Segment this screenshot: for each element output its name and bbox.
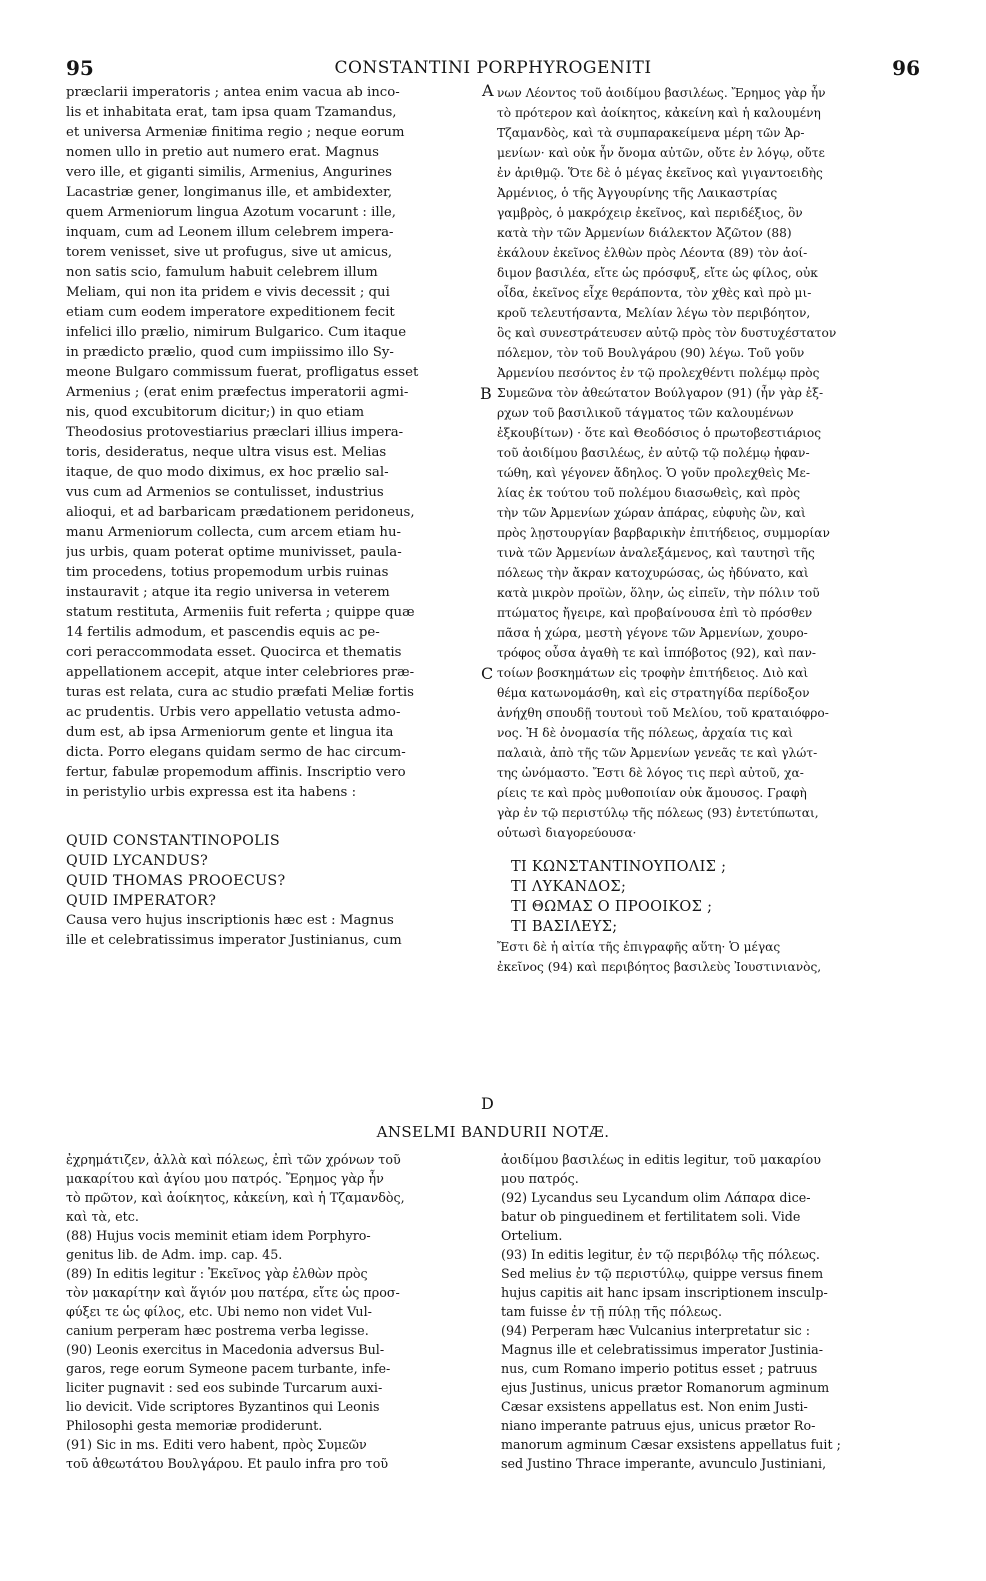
note-line: lio devicit. Vide scriptores Byzantinos qui Leonis [66,1399,380,1414]
page-number-left: 95 [66,56,94,80]
latin-text-line: alioqui, et ad barbaricam prædationem peridoneus, [66,505,415,520]
latin-text-line: fertur, fabulæ propemodum affinis. Inscriptio vero [66,765,406,780]
latin-text-line: Causa vero hujus inscriptionis hæc est : Magnus [66,913,394,928]
note-line: tam fuisse ἐν τῇ πύλῃ τῆς πόλεως. [501,1304,722,1319]
latin-text-line: cori peraccommodata esset. Quocirca et thematis [66,645,402,660]
latin-text-line: dicta. Porro elegans quidam sermo de hac circum- [66,745,406,760]
greek-text-line: ἐκάλουν ἐκεῖνος ἐλθὼν πρὸς Λέοντα (89) τὸν ἀοί- [497,246,808,260]
greek-text-column [497,83,923,977]
latin-text-line: etiam cum eodem imperatore expeditionem fecit [66,305,395,320]
note-line: batur ob pinguedinem et fertilitatem soli. Vide [501,1209,801,1224]
greek-text-line: πόλεως τὴν ἄκραν κατοχυρώσας, ὡς ἠδύνατο, καὶ [497,566,809,580]
greek-text-line: γὰρ ἐν τῷ περιστύλῳ τῆς πόλεως (93) ἐντετύπωται, [497,806,819,820]
greek-text-line: ἐξκουβίτων) · ὅτε καὶ Θεοδόσιος ὁ πρωτοβεστιάριος [497,426,822,440]
note-line: canium perperam hæc postrema verba legisse. [66,1323,369,1338]
note-line: (94) Perperam hæc Vulcanius interpretatur sic : [501,1323,810,1338]
latin-text-line: quem Armeniorum lingua Azotum vocarunt : ille, [66,205,396,220]
latin-text-line: 14 fertilis admodum, et pascendis equis ac pe- [66,625,380,640]
note-line: μου πατρός. [501,1171,579,1186]
note-line: καὶ τὰ, etc. [66,1209,139,1224]
greek-text-line: νος. Ἡ δὲ ὀνομασία τῆς πόλεως, ἀρχαία τις καὶ [497,726,793,740]
greek-text-line: Τζαμανδὸς, καὶ τὰ συμπαρακείμενα μέρη τῶν Ἀρ- [497,126,805,140]
latin-text-line: vero ille, et giganti similis, Armenius, Angurines [66,165,393,180]
note-line: Cæsar exsistens appellatus est. Non enim Justi- [501,1399,808,1414]
note-line: Philosophi gesta memoriæ prodiderunt. [66,1418,323,1433]
spacer [66,817,484,831]
latin-text-line: ille et celebratissimus imperator Justinianus, cum [66,933,402,948]
note-line: φύξει τε ὡς φίλος, etc. Ubi nemo non videt Vul- [66,1304,372,1319]
notes-right-column [501,1150,921,1473]
latin-text-line: dum est, ab ipsa Armeniorum gente et lingua ita [66,725,394,740]
greek-text-line: τὸ πρότερον καὶ ἀοίκητος, κἀκείνη καὶ ἡ καλουμένη [497,106,821,120]
greek-text-line: της ὠνόμαστο. Ἔστι δὲ λόγος τις περὶ αὐτοῦ, χα- [497,766,804,780]
greek-text-line: κατὰ μικρὸν προϊὼν, ὅλην, ὡς εἰπεῖν, τὴν πόλιν τοῦ [497,586,820,600]
greek-text-line: μενίων· καὶ οὐκ ἦν ὄνομα αὐτῶν, οὔτε ἐν λόγῳ, οὔτε [497,146,825,160]
note-line: genitus lib. de Adm. imp. cap. 45. [66,1247,283,1262]
latin-text-line: turas est relata, cura ac studio præfati Meliæ fortis [66,685,414,700]
note-line: (89) In editis legitur : Ἐκεῖνος γὰρ ἐλθὼν πρὸς [66,1266,368,1281]
greek-text-line: γαμβρὸς, ὁ μακρόχειρ ἐκεῖνος, καὶ περιδέξιος, ὃν [497,206,803,220]
latin-text-line: non satis scio, famulum habuit celebrem illum [66,265,378,280]
note-line: (90) Leonis exercitus in Macedonia adversus Bul- [66,1342,385,1357]
latin-inscription-line: QUID THOMAS PROOECUS? [66,873,286,889]
latin-text-line: jus urbis, quam poterat optime munivisset, paula- [66,545,402,560]
greek-text-line: τρόφος οὖσα ἀγαθὴ τε καὶ ἱππόβοτος (92), καὶ παν- [497,646,817,660]
latin-text-line: in prædicto prælio, quod cum impiissimo illo Sy- [66,345,394,360]
notes-heading: ANSELMI BANDURII NOTÆ. [376,1123,610,1141]
note-line: manorum agminum Cæsar exsistens appellatus fuit ; [501,1437,841,1452]
latin-inscription-line: QUID IMPERATOR? [66,893,217,909]
note-line: (91) Sic in ms. Editi vero habent, πρὸς Συμεῶν [66,1437,367,1452]
note-line: τοῦ ἀθεωτάτου Βουλγάρου. Et paulo infra pro τοῦ [66,1456,389,1471]
greek-text-line: ἀνήχθη σπουδῇ τουτουὶ τοῦ Μελίου, τοῦ κραταιόφρο- [497,706,829,720]
latin-text-line: lis et inhabitata erat, tam ipsa quam Tzamandus, [66,105,397,120]
latin-text-line: Lacastriæ gener, longimanus ille, et ambidexter, [66,185,393,200]
greek-text-line: Ἀρμενίου πεσόντος ἐν τῷ προλεχθέντι πολέμῳ πρὸς [497,366,820,380]
greek-text-line: ρχων τοῦ βασιλικοῦ τάγματος τῶν καλουμένων [497,406,794,420]
page-number-right: 96 [892,56,920,80]
note-line: τὸν μακαρίτην καὶ ἅγιόν μου πατέρα, εἴτε ὡς προσ- [66,1285,400,1300]
note-line: liciter pugnavit : sed eos subinde Turcarum auxi- [66,1380,383,1395]
greek-text-line: πρὸς λῃστουργίαν βαρβαρικὴν ἐπιτήδειος, συμμορίαν [497,526,830,540]
section-marker-c: C [481,664,494,683]
latin-text-line: torem venisset, sive ut profugus, sive ut amicus, [66,245,393,260]
note-line: τὸ πρῶτον, καὶ ἀοίκητος, κἀκείνη, καὶ ἡ Τζαμανδὸς, [66,1190,405,1205]
note-line: sed Justino Thrace imperante, avunculo Justiniani, [501,1456,827,1471]
latin-text-line: vus cum ad Armenios se contulisset, industrius [66,485,384,500]
note-line: μακαρίτου καὶ ἁγίου μου πατρός. Ἔρημος γὰρ ἦν [66,1171,384,1186]
greek-text-line: τὴν τῶν Ἀρμενίων χώραν ἀπάρας, εὐφυὴς ὢν, καὶ [497,506,806,520]
latin-text-line: manu Armeniorum collecta, cum arcem etiam hu- [66,525,402,540]
note-line: Ortelium. [501,1228,563,1243]
greek-text-line: ὃς καὶ συνεστράτευσεν αὐτῷ πρὸς τὸν δυστυχέστατον [497,326,837,340]
latin-text-line: præclarii imperatoris ; antea enim vacua ab inco- [66,85,400,100]
latin-text-line: inquam, cum ad Leonem illum celebrem impera- [66,225,394,240]
notes-left-column [66,1150,480,1473]
latin-text-line: statum restituta, Armeniis fuit referta ; quippe quæ [66,605,415,620]
latin-text-line: toris, desideratus, neque ultra visus est. Melias [66,445,387,460]
latin-text-line: in peristylio urbis expressa est ita habens : [66,785,357,800]
latin-inscription-line: QUID LYCANDUS? [66,853,209,869]
spacer [66,803,484,817]
greek-text-line: νων Λέοντος τοῦ ἀοιδίμου βασιλέως. Ἔρημος γὰρ ἦν [497,86,826,100]
note-line: hujus capitis ait hanc ipsam inscriptionem insculp- [501,1285,828,1300]
greek-text-line: ἐκεῖνος (94) καὶ περιβόητος βασιλεὺς Ἰουστινιανὸς, [497,960,822,974]
note-line: garos, rege eorum Symeone pacem turbante, infe- [66,1361,391,1376]
greek-text-line: διμον βασιλέα, εἴτε ὡς πρόσφυξ, εἴτε ὡς φίλος, οὐκ [497,266,818,280]
greek-text-line: τοῦ ἀοιδίμου βασιλέως, ἐν αὐτῷ τῷ πολέμῳ ἠφαν- [497,446,810,460]
greek-text-line: παλαιὰ, ἀπὸ τῆς τῶν Ἀρμενίων γενεᾶς τε καὶ γλώτ- [497,746,818,760]
greek-text-line: ρίεις τε καὶ πρὸς μυθοποιίαν οὐκ ἄμουσος. Γραφὴ [497,786,807,800]
running-head [66,56,920,78]
greek-text-line: τινὰ τῶν Ἀρμενίων ἀναλεξάμενος, καὶ ταυτησὶ τῆς [497,546,815,560]
latin-text-column [66,83,484,951]
latin-text-line: nis, quod excubitorum dicitur;) in quo etiam [66,405,365,420]
greek-text-line: πτώματος ἤγειρε, καὶ προβαίνουσα ἐπὶ τὸ πρόσθεν [497,606,813,620]
note-line: nus, cum Romano imperio potitus esset ; patruus [501,1361,818,1376]
greek-text-line: κατὰ τὴν τῶν Ἀρμενίων διάλεκτον Ἀζῶτον (88) [497,226,792,240]
greek-inscription-line: ΤΙ ΛΥΚΑΝΔΟΣ; [511,879,627,895]
latin-text-line: infelici illo prælio, nimirum Bulgarico. Cum itaque [66,325,407,340]
latin-text-line: itaque, de quo modo diximus, ex hoc prælio sal- [66,465,389,480]
page-title: CONSTANTINI PORPHYROGENITI [334,58,652,78]
greek-inscription-line: ΤΙ ΘΩΜΑΣ Ο ΠΡΟΟΙΚΟΣ ; [511,899,713,915]
note-line: Magnus ille et celebratissimus imperator Justinia- [501,1342,824,1357]
greek-text-line: οἶδα, ἐκεῖνος εἶχε θεράποντα, τὸν χθὲς καὶ πρὸ μι- [497,286,812,300]
latin-text-line: meone Bulgaro commissum fuerat, profligatus esset [66,365,419,380]
note-line: ἐχρημάτιζεν, ἀλλὰ καὶ πόλεως, ἐπὶ τῶν χρόνων τοῦ [66,1152,401,1167]
greek-text-line: ἐν ἀριθμῷ. Ὅτε δὲ ὁ μέγας ἐκεῖνος καὶ γιγαντοειδὴς [497,166,823,180]
latin-text-line: appellationem accepit, atque inter celebriores præ- [66,665,415,680]
greek-text-line: Ἔστι δὲ ἡ αἰτία τῆς ἐπιγραφῆς αὕτη· Ὁ μέγας [497,940,781,954]
section-marker-a: A [482,81,494,100]
note-line: Sed melius ἐν τῷ περιστύλῳ, quippe versus finem [501,1266,824,1281]
latin-text-line: et universa Armeniæ finitima regio ; neque eorum [66,125,405,140]
greek-text-line: θέμα κατωνομάσθη, καὶ εἰς στρατηγίδα περίδοξον [497,686,810,700]
note-line: (88) Hujus vocis meminit etiam idem Porphyro- [66,1228,371,1243]
latin-text-line: nomen ullo in pretio aut numero erat. Magnus [66,145,379,160]
greek-inscription-line: ΤΙ ΒΑΣΙΛΕΥΣ; [511,919,618,935]
note-line: ἀοιδίμου βασιλέως in editis legitur, τοῦ μακαρίου [501,1152,821,1167]
greek-inscription-line: ΤΙ ΚΩΝΣΤΑΝΤΙΝΟΥΠΟΛΙΣ ; [511,859,727,875]
greek-text-line: πᾶσα ἡ χώρα, μεστὴ γέγονε τῶν Ἀρμενίων, χουρο- [497,626,808,640]
greek-text-line: λίας ἐκ τούτου τοῦ πολέμου διασωθεὶς, καὶ πρὸς [497,486,801,500]
note-line: ejus Justinus, unicus prætor Romanorum agminum [501,1380,830,1395]
section-marker-d: D [481,1094,494,1113]
greek-text-line: τοίων βοσκημάτων εἰς τροφὴν ἐπιτήδειος. Διὸ καὶ [497,666,809,680]
latin-text-line: Theodosius protovestiarius præclari illius impera- [66,425,404,440]
latin-text-line: tim procedens, totius propemodum urbis ruinas [66,565,389,580]
note-line: niano imperante patruus ejus, unicus prætor Ro- [501,1418,816,1433]
greek-text-line: οὑτωσὶ διαγορεύουσα· [497,826,637,840]
latin-text-line: Armenius ; (erat enim præfectus imperatorii agmi- [66,385,409,400]
note-line: (92) Lycandus seu Lycandum olim Λάπαρα dice- [501,1190,811,1205]
greek-text-line: τώθη, καὶ γέγονεν ἄδηλος. Ὁ γοῦν προλεχθεὶς Με- [497,466,810,480]
note-line: (93) In editis legitur, ἐν τῷ περιβόλῳ τῆς πόλεως. [501,1247,820,1262]
greek-text-line: Συμεῶνα τὸν ἀθεώτατον Βούλγαρον (91) (ἦν γὰρ ἐξ- [497,386,824,400]
spacer [497,843,923,857]
latin-text-line: instauravit ; atque ita regio universa in veterem [66,585,390,600]
section-marker-b: B [480,384,492,403]
greek-text-line: πόλεμον, τὸν τοῦ Βουλγάρου (90) λέγω. Τοῦ γοῦν [497,346,805,360]
latin-text-line: Meliam, qui non ita pridem e vivis decessit ; qui [66,285,390,300]
greek-text-line: Ἀρμένιος, ὁ τῆς Ἀγγουρίνης τῆς Λαικαστρίας [497,186,778,200]
latin-inscription-line: QUID CONSTANTINOPOLIS [66,833,280,849]
latin-text-line: ac prudentis. Urbis vero appellatio vetusta admo- [66,705,401,720]
greek-text-line: κροῦ τελευτήσαντα, Μελίαν λέγω τὸν περιβόητον, [497,306,811,320]
